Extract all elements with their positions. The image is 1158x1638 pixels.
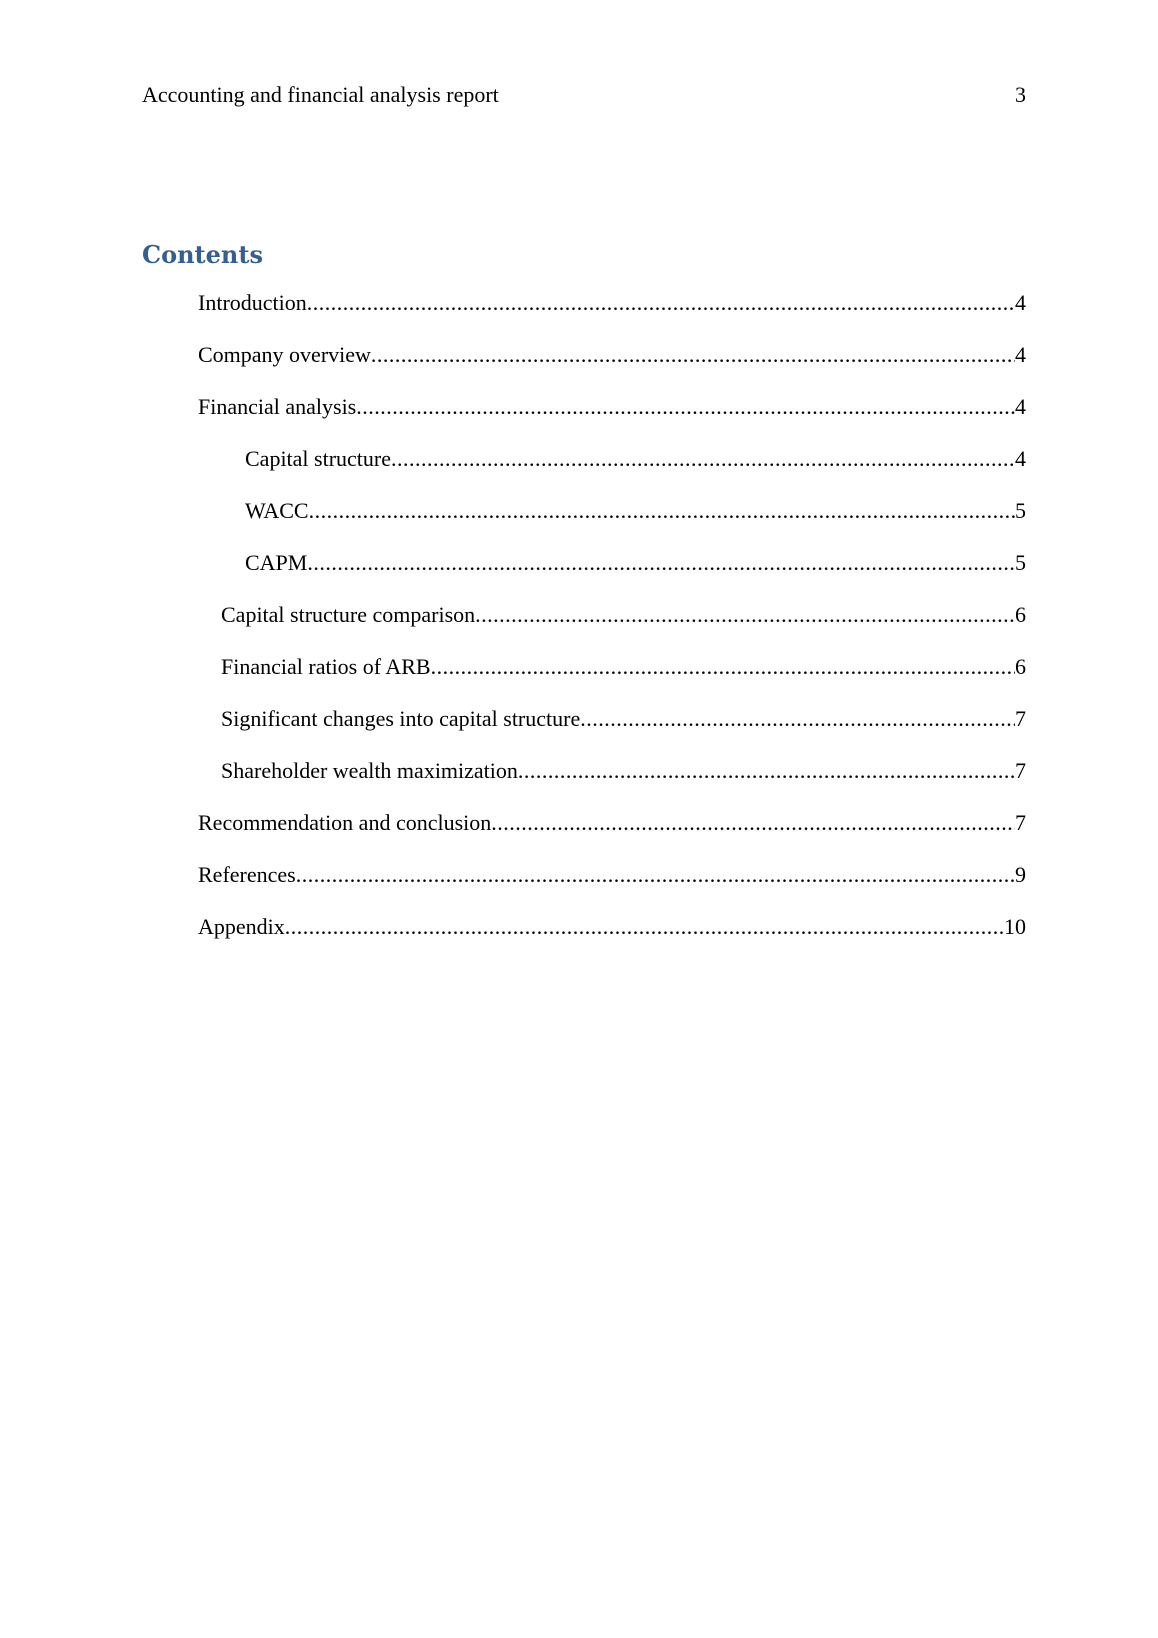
toc-entry-label: CAPM	[245, 550, 308, 575]
toc-entry-label: Introduction	[198, 290, 307, 315]
dot-leader	[371, 340, 1015, 370]
toc-entry-page: 4	[1015, 290, 1026, 315]
toc-entry-significant-changes[interactable]	[221, 704, 1026, 734]
toc-entry-page: 10	[1004, 914, 1026, 939]
dot-leader	[431, 652, 1015, 682]
toc-entry-financial-ratios[interactable]	[221, 652, 1026, 682]
toc-entry-page: 7	[1015, 758, 1026, 783]
dot-leader	[518, 756, 1015, 786]
toc-entry-page: 6	[1015, 654, 1026, 679]
dot-leader	[491, 808, 1015, 838]
toc-entry-label: References	[198, 862, 296, 887]
toc-entry-page: 7	[1015, 810, 1026, 835]
toc-entry-references[interactable]	[198, 860, 1026, 890]
toc-entry-label: WACC	[245, 498, 309, 523]
toc-entry-shareholder-wealth[interactable]	[221, 756, 1026, 786]
toc-entry-capital-structure-comparison[interactable]	[221, 600, 1026, 630]
dot-leader	[475, 600, 1015, 630]
toc-entry-label: Recommendation and conclusion	[198, 810, 492, 835]
toc-entry-recommendation[interactable]	[198, 808, 1026, 838]
toc-entry-company-overview[interactable]	[198, 340, 1026, 370]
toc-entry-page: 5	[1015, 550, 1026, 575]
toc-heading: Contents	[142, 240, 263, 269]
toc-entry-label: Financial ratios of ARB	[221, 654, 431, 679]
toc-entry-appendix[interactable]	[198, 912, 1026, 942]
dot-leader	[307, 288, 1015, 318]
toc-entry-capital-structure[interactable]	[245, 444, 1026, 474]
dot-leader	[309, 496, 1015, 526]
dot-leader	[296, 860, 1015, 890]
toc-entry-label: Significant changes into capital structure	[221, 706, 581, 731]
page-number: 3	[1015, 82, 1026, 107]
dot-leader	[391, 444, 1015, 474]
toc-entry-page: 6	[1015, 602, 1026, 627]
toc-entry-wacc[interactable]	[245, 496, 1026, 526]
dot-leader	[356, 392, 1015, 422]
toc-entry-introduction[interactable]	[198, 288, 1026, 318]
dot-leader	[307, 548, 1015, 578]
document-title: Accounting and financial analysis report	[142, 82, 499, 107]
toc-entry-capm[interactable]	[245, 548, 1026, 578]
toc-entry-page: 4	[1015, 394, 1026, 419]
toc-entry-label: Shareholder wealth maximization	[221, 758, 518, 783]
toc-entry-label: Company overview	[198, 342, 371, 367]
toc-entry-page: 4	[1015, 446, 1026, 471]
toc-entry-label: Capital structure comparison	[221, 602, 476, 627]
toc-entry-page: 9	[1015, 862, 1026, 887]
toc-entry-label: Capital structure	[245, 446, 392, 471]
toc-entry-page: 5	[1015, 498, 1026, 523]
toc-entry-label: Appendix	[198, 914, 285, 939]
dot-leader	[580, 704, 1015, 734]
toc-entry-financial-analysis[interactable]	[198, 392, 1026, 422]
toc-entry-page: 4	[1015, 342, 1026, 367]
toc-entry-label: Financial analysis	[198, 394, 357, 419]
dot-leader	[285, 912, 1004, 942]
page-header	[142, 80, 1026, 110]
toc-entry-page: 7	[1015, 706, 1026, 731]
